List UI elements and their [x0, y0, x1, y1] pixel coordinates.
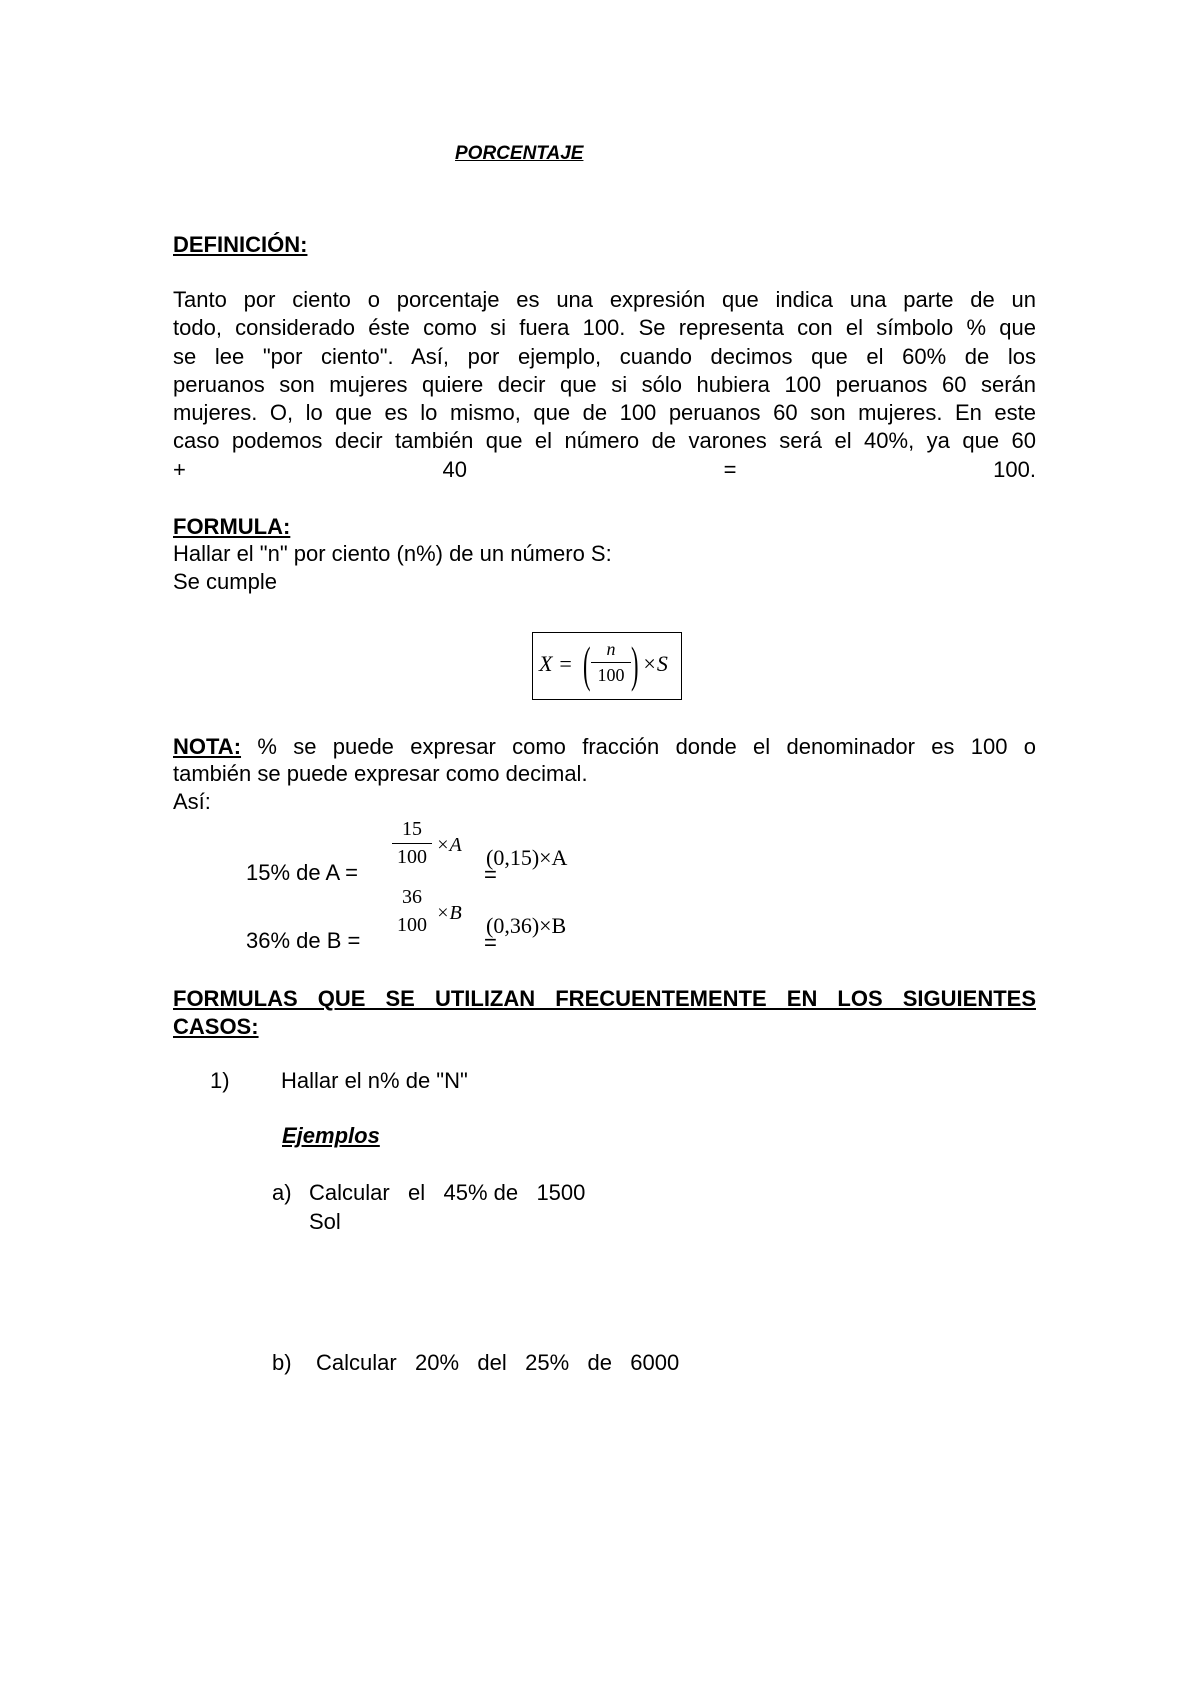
fraction-bar	[392, 911, 432, 912]
formula-numerator: n	[606, 639, 616, 659]
example-b-text: Calcular 20% del 25% de 6000	[316, 1350, 680, 1375]
example-fraction	[392, 818, 432, 869]
formulas-heading-line-1: FORMULAS QUE SE UTILIZAN FRECUENTEMENTE EN LOS SIGUIENTES	[173, 986, 1036, 1011]
example-b-letter: b)	[272, 1350, 292, 1375]
formula-box	[532, 632, 682, 700]
formula-denominator: 100	[597, 665, 625, 685]
example-label: 15% de A =	[246, 860, 358, 885]
formulas-heading-line-2: CASOS:	[173, 1014, 259, 1039]
example-a-sol: Sol	[309, 1209, 341, 1234]
nota-line-1	[173, 733, 1036, 761]
definicion-line: se lee "por ciento". Así, por ejemplo, cuando decimos que el 60% de los	[173, 343, 1036, 369]
fraction-bar	[591, 662, 631, 663]
formula-fraction	[591, 639, 631, 686]
ejemplos-heading: Ejemplos	[282, 1123, 380, 1148]
definicion-line: caso podemos decir también que el número de varones será el 40%, ya que 60	[173, 428, 1036, 454]
nota-paragraph	[173, 733, 1036, 761]
example-times: ×B	[436, 902, 462, 924]
definicion-line: mujeres. O, lo que es lo mismo, que de 100 peruanos 60 son mujeres. En este	[173, 400, 1036, 426]
example-denominator: 100	[397, 914, 427, 936]
nota-line-2: también se puede expresar como decimal.	[173, 761, 588, 786]
document-title: PORCENTAJE	[455, 143, 584, 164]
example-numerator: 36	[402, 886, 422, 908]
definicion-line: todo, considerado éste como si fuera 100. Se representa con el símbolo % que	[173, 315, 1036, 341]
example-a-text: Calcular el 45% de 1500	[309, 1180, 586, 1205]
formula-left-paren: (	[583, 636, 591, 692]
formula-right-paren: )	[631, 636, 639, 692]
formula-lhs: X =	[539, 651, 573, 676]
definicion-paragraph	[173, 286, 1036, 484]
example-decimal: (0,36)×B	[486, 913, 567, 938]
example-decimal: (0,15)×A	[486, 845, 568, 870]
nota-text: % se puede expresar como fracción donde el denominador es 100 o	[241, 734, 1036, 759]
fraction-bar	[392, 843, 432, 844]
definicion-line: + 40 = 100.	[173, 456, 1036, 482]
formula-rhs: ×S	[642, 651, 668, 676]
item-number: 1)	[210, 1068, 230, 1093]
nota-asi: Así:	[173, 789, 211, 814]
example-denominator: 100	[397, 846, 427, 868]
formula-heading: FORMULA:	[173, 514, 291, 539]
definicion-heading: DEFINICIÓN:	[173, 232, 308, 257]
example-equals: =	[484, 862, 497, 887]
definicion-line: peruanos son mujeres quiere decir que si sólo hubiera 100 peruanos 60 serán	[173, 371, 1036, 397]
definicion-line: Tanto por ciento o porcentaje es una expresión que indica una parte de un	[173, 287, 1036, 312]
formula-description: Hallar el "n" por ciento (n%) de un número S:	[173, 541, 612, 566]
nota-heading: NOTA:	[173, 734, 242, 759]
item-text: Hallar el n% de "N"	[281, 1068, 468, 1093]
example-fraction	[392, 886, 432, 937]
example-a-letter: a)	[272, 1180, 292, 1205]
example-numerator: 15	[402, 818, 422, 840]
formulas-heading	[173, 985, 1036, 1041]
example-equals: =	[484, 930, 497, 955]
example-label: 36% de B =	[246, 928, 361, 953]
formula-se-cumple: Se cumple	[173, 569, 277, 594]
example-times: ×A	[436, 834, 462, 856]
